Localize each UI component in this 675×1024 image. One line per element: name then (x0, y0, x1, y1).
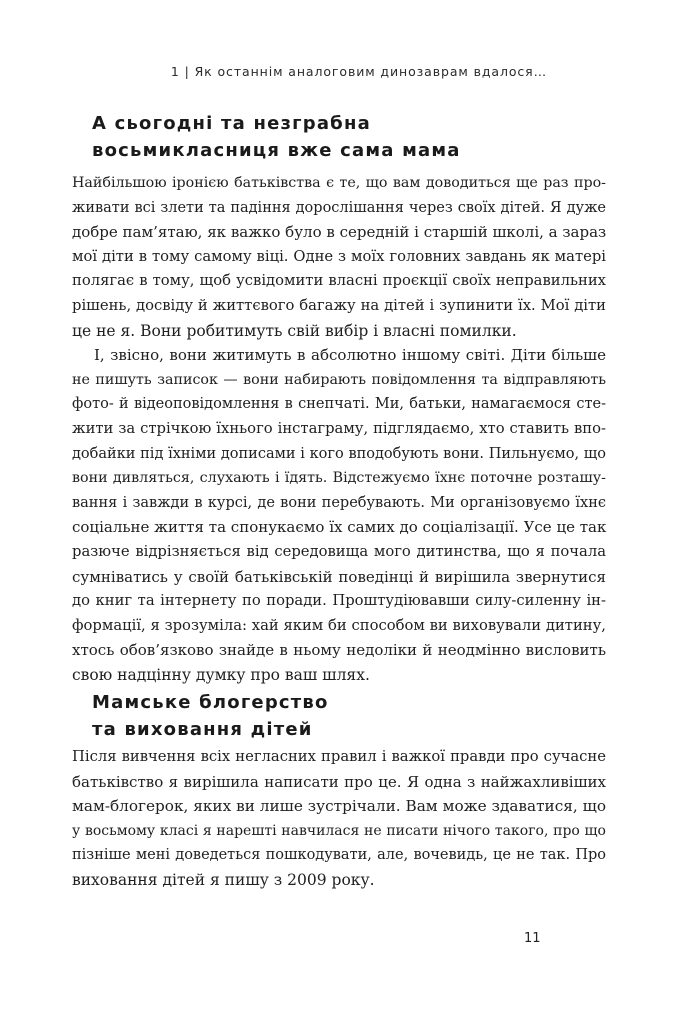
text-line: пізніше мені доведеться пошкодувати, але, вочевидь, це не так. Про (72, 847, 606, 864)
text-line: вання і завжди в курсі, де вони перебувають. Ми організовуємо їхнє (72, 494, 606, 511)
section-2-text (72, 745, 606, 893)
text-line: це не я. Вони робитимуть свій вибір і власні помилки. (72, 321, 517, 340)
section-heading-2 (92, 689, 329, 743)
text-line: Найбільшою іронією батьківства є те, що вам доводиться ще раз про- (72, 175, 606, 191)
text-line: батьківство я вирішила написати про це. Я одна з найжахливіших (72, 772, 606, 791)
text-line: добайки під їхніми дописами і кого вподобують вони. Пильнуємо, що (72, 445, 606, 462)
text-line: разюче відрізняється від середовища мого дитинства, що я почала (72, 542, 606, 560)
heading-line: та виховання дітей (92, 719, 313, 740)
section-1-text (72, 171, 606, 687)
text-line: не пишуть записок — вони набирають повідомлення та відправляють (72, 371, 606, 388)
text-line: у восьмому класі я нарешті навчилася не писати нічого такого, про що (72, 822, 606, 839)
running-head: 1 | Як останнім аналоговим динозаврам вдалося… (170, 64, 547, 79)
text-line: виховання дітей я пишу з 2009 року. (72, 870, 375, 889)
heading-line: Мамське блогерство (92, 692, 329, 713)
text-line: Після вивчення всіх негласних правил і важкої правди про сучасне (72, 748, 606, 765)
text-line: рішень, досвіду й життєвого багажу на дітей і зупинити їх. Мої діти (72, 296, 606, 314)
text-line: полягає в тому, щоб усвідомити власні проєкції своїх неправильних (72, 272, 606, 290)
heading-line: восьмикласниця вже сама мама (92, 140, 461, 161)
text-line: формації, я зрозуміла: хай яким би способом ви виховували дитину, (72, 616, 606, 634)
page-number: 11 (524, 931, 541, 946)
text-line: хтось обов’язково знайде в ньому недоліки й неодмінно висловить (72, 641, 606, 660)
text-line: свою надцінну думку про ваш шлях. (72, 665, 370, 684)
text-line: мам-блогерок, яких ви лише зустрічали. Вам може здаватися, що (72, 797, 606, 816)
text-line: І, звісно, вони житимуть в абсолютно іншому світі. Діти більше (94, 346, 606, 365)
section-heading-1 (92, 110, 461, 164)
heading-line: А сьогодні та незграбна (92, 113, 371, 134)
text-line: соціальне життя та спонукаємо їх самих до соціалізації. Усе це так (72, 518, 607, 537)
text-line: вони дивляться, слухають і їдять. Відстежуємо їхнє поточне розташу- (72, 470, 606, 487)
text-line: мої діти в тому самому віці. Одне з моїх головних завдань як матері (72, 247, 606, 265)
text-line: сумніватись у своїй батьківській поведінці й вирішила звернутися (72, 567, 606, 586)
text-line: фото- й відеоповідомлення в снепчаті. Ми, батьки, намагаємося сте- (72, 396, 606, 413)
text-line: жити за стрічкою їхнього інстаграму, підглядаємо, хто ставить впо- (72, 419, 606, 437)
text-line: до книг та інтернету по поради. Проштудіювавши силу-силенну ін- (72, 592, 606, 610)
text-line: живати всі злети та падіння дорослішання через своїх дітей. Я дуже (72, 199, 606, 216)
text-line: добре пам’ятаю, як важко було в середній і старшій школі, а зараз (72, 223, 607, 242)
